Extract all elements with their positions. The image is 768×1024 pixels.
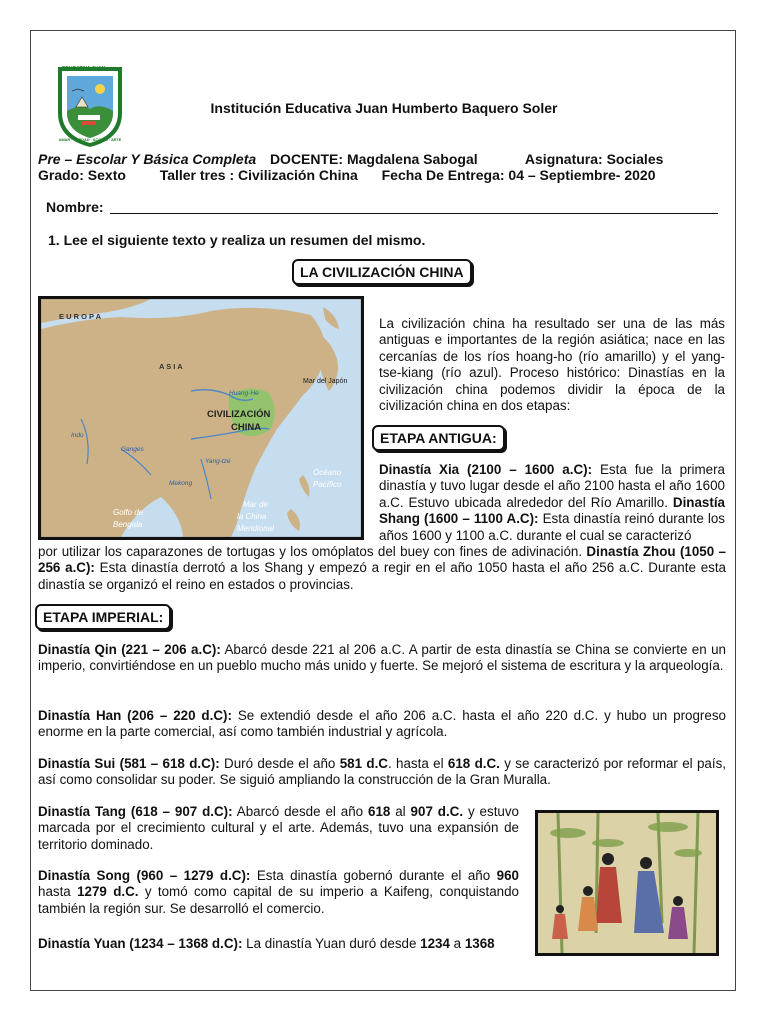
map-label-yang-tze: Yang-tzé [205, 458, 231, 465]
map-label-pacifico: Pacífico [313, 480, 342, 489]
sui-paragraph [38, 756, 726, 789]
yuan-bold-1: 1234 [420, 936, 450, 951]
map-label-asia: A S I A [159, 362, 183, 371]
tang-text-1: Abarcó desde el año [232, 804, 368, 819]
name-line[interactable] [110, 213, 718, 214]
qin-title: Dinastía Qin (221 – 206 a.C): [38, 642, 221, 657]
song-paragraph [38, 868, 519, 917]
map-label-mekong: Mekong [169, 480, 193, 487]
sui-text-3: y se caracterizó por reformar el país, así como consolidar su poder. Se siguió ampliando la construcción de la Gran Muralla. [38, 756, 727, 788]
qin-text: Abarcó desde 221 al 206 a.C. A partir de esta dinastía se China se convierte en un imperio, convirtiéndose en un pueblo mucho más unido y fuerte. Se mejoró el sistema de escritura y la arqueología. [38, 642, 727, 674]
tang-text-3: y estuvo marcada por el crecimiento cultural y el arte. Además, tuvo una expansión de territorio dominado. [38, 804, 520, 852]
tang-bold-2: 907 d.C. [410, 804, 464, 819]
workshop: Taller tres : Civilización China [159, 167, 358, 183]
header-row-2 [38, 167, 656, 183]
subject: Asignatura: Sociales [524, 151, 664, 167]
map-label-la-china: la China [237, 512, 267, 521]
han-title: Dinastía Han (206 – 220 d.C): [38, 708, 232, 723]
tang-bold-1: 618 [368, 804, 391, 819]
page-title: LA CIVILIZACIÓN CHINA [292, 259, 472, 285]
han-text: Se extendió desde el año 206 a.C. hasta el año 220 d.C. y hubo un progreso enorme en la parte comercial, así como también industrial y agrícola. [38, 708, 726, 740]
chinese-painting-image [535, 810, 719, 956]
tang-text-2: al [390, 804, 411, 819]
song-bold-2: 1279 d.C. [77, 884, 139, 900]
song-text-2: hasta [38, 884, 78, 900]
intro-paragraph: La civilización china ha resultado ser una de las más antiguas e importantes de la región asiática; nace en las cercanías de los ríos hoang-ho (río amarillo) y el yang-tse-kiang (río azul). Proceso histórico: Dinastías en la civilización china podemos dividir la época de la civilización china en dos etapas: [379, 316, 725, 414]
zhou-text: Esta dinastía derrotó a los Shang y empezó a regir en el año 1050 hasta el año 256 a.C. Durante esta dinastía se organizó el reino en estados o provincias. [38, 560, 727, 592]
map-label-civilizacion: CIVILIZACIÓN [207, 409, 271, 420]
header-row-1 [38, 151, 663, 167]
shang-text: Esta dinastía reinó durante los años 1600 y 1100 a.C. durante el cual se caracterizó [379, 511, 726, 543]
yuan-text-1: La dinastía Yuan duró desde [242, 936, 421, 951]
yuan-bold-2: 1368 [464, 936, 495, 951]
song-text-1: Esta dinastía gobernó durante el año [250, 868, 497, 883]
map-label-mar-de: Mar de [243, 500, 268, 509]
han-paragraph [38, 708, 726, 741]
name-label: Nombre: [46, 199, 104, 215]
due-date: Fecha De Entrega: 04 – Septiembre- 2020 [381, 167, 656, 183]
map-label-mar-japon: Mar del Japón [303, 378, 348, 385]
map-label-meridional: Meridional [237, 524, 274, 533]
teacher: DOCENTE: Magdalena Sabogal [269, 151, 478, 167]
yuan-title: Dinastía Yuan (1234 – 1368 d.C): [38, 936, 243, 951]
map-label-golfo: Golfo de [113, 508, 144, 517]
xia-text: Esta fue la primera dinastía y tuvo lugar desde el año 2100 hasta el año 1600 a.C. Estuvo ubicada alrededor del Río Amarillo. [379, 462, 725, 510]
institution-name: Institución Educativa Juan Humberto Baquero Soler [210, 100, 558, 116]
shang-zhou-paragraph [38, 544, 726, 593]
yuan-paragraph [38, 936, 519, 952]
sui-bold-1: 581 d.C [339, 756, 388, 771]
sui-text-2: . hasta el [387, 756, 448, 771]
logo-top-text: EDUCATIVA JUAN [62, 66, 106, 72]
map-label-bengala: Bengala [113, 520, 143, 529]
instruction: 1. Lee el siguiente texto y realiza un resumen del mismo. [48, 232, 426, 248]
yuan-text-2: a [449, 936, 465, 951]
map-label-indo: Indo [71, 432, 84, 439]
map-label-europa: E U R O P A [59, 312, 102, 321]
sui-title: Dinastía Sui (581 – 618 d.C): [38, 756, 220, 771]
sui-text-1: Duró desde el año [219, 756, 340, 771]
etapa-antigua-heading: ETAPA ANTIGUA: [372, 425, 505, 451]
logo-bottom-text: AMAR · VERDAD · ACCIÓN · ARTE [58, 138, 122, 142]
qin-paragraph [38, 642, 726, 675]
grade: Grado: Sexto [38, 167, 126, 183]
shang-text-cont: por utilizar los caparazones de tortugas y los omóplatos del buey con fines de adivinación. [38, 544, 587, 559]
map-label-ganges: Ganges [121, 446, 144, 453]
shang-title: Dinastía Shang (1600 – 1100 A.C): [379, 494, 725, 527]
tang-title: Dinastía Tang (618 – 907 d.C): [38, 804, 233, 819]
zhou-title: Dinastía Zhou (1050 – 256 a.C): [38, 544, 726, 576]
map-label-oceano: Océano [313, 468, 342, 477]
level: Pre – Escolar Y Básica Completa [38, 151, 257, 167]
song-text-3: y tomó como capital de su imperio a Kaifeng, conquistando también la región sur. Se desarrolló el comercio. [38, 884, 519, 916]
tang-paragraph [38, 804, 519, 853]
map-label-huang-he: Huang-He [229, 390, 259, 397]
map-label-china: CHINA [231, 422, 262, 433]
song-bold-1: 960 [496, 868, 519, 883]
china-map [38, 296, 364, 540]
song-title: Dinastía Song (960 – 1279 d.C): [38, 868, 251, 883]
etapa-imperial-heading: ETAPA IMPERIAL: [35, 604, 171, 630]
xia-paragraph [379, 462, 725, 544]
xia-title: Dinastía Xia (2100 – 1600 a.C): [379, 462, 593, 477]
sui-bold-2: 618 d.C. [447, 756, 500, 771]
